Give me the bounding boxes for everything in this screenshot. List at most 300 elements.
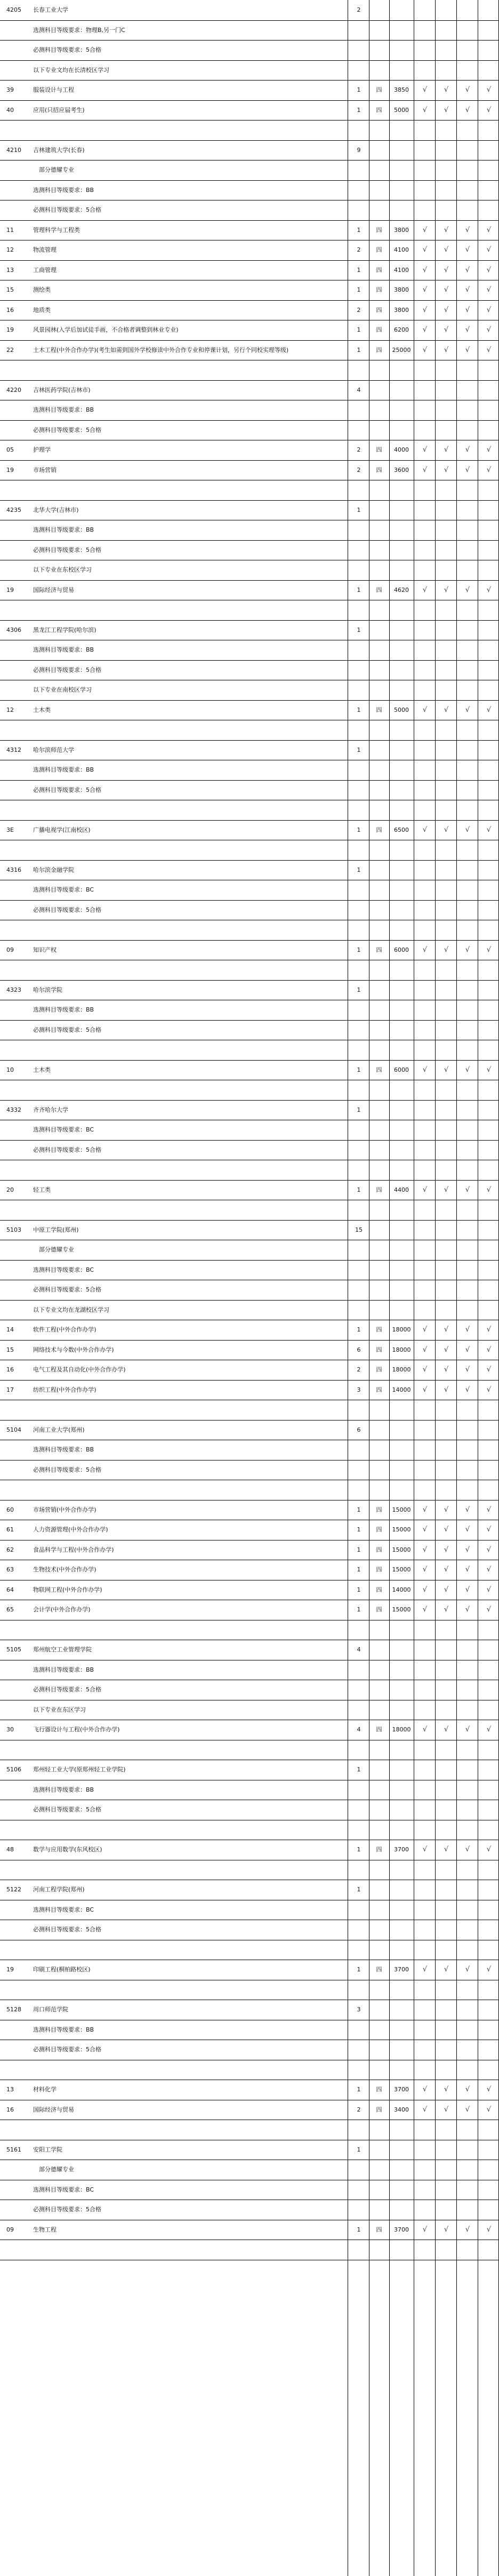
school-name: 河南工程学院(郑州): [33, 1886, 85, 1893]
major-row: [0, 2220, 499, 2240]
column-divider: [389, 0, 390, 2576]
requirement-note: 选测科目等级要求：BB: [33, 766, 94, 773]
check-mark-icon: √: [444, 106, 449, 114]
tuition-fee: 6000: [394, 1066, 409, 1073]
code-cell: 10: [6, 1066, 14, 1073]
check-mark-icon: √: [465, 945, 470, 954]
note-row: [0, 420, 499, 440]
check-mark-icon: √: [486, 1726, 492, 1734]
tuition-fee: 18000: [392, 1726, 411, 1733]
requirement-note: 部分德耀专业: [33, 2166, 74, 2173]
check-mark-icon: √: [465, 1345, 470, 1354]
check-mark-icon: √: [465, 1185, 470, 1194]
major-row: [0, 240, 499, 260]
check-mark-icon: √: [486, 2085, 492, 2093]
plan-count: 1: [357, 2146, 361, 2153]
check-mark-icon: √: [465, 226, 470, 234]
plan-count: 15: [355, 1226, 363, 1233]
major-row: [0, 1540, 499, 1560]
major-row: [0, 1500, 499, 1520]
blank-row: [0, 1200, 499, 1220]
requirement-note: 选测科目等级要求：BB: [33, 1446, 94, 1453]
check-mark-icon: √: [444, 1585, 449, 1594]
major-row: [0, 1340, 499, 1360]
code-cell: 19: [6, 466, 14, 474]
plan-count: 1: [357, 626, 361, 633]
check-mark-icon: √: [422, 346, 428, 354]
major-name: 土木工程(中外合作办学)(考生如需到国外学校修读中外合作专业和停课计划，另行个同校实理等级): [33, 346, 289, 354]
note-row: [0, 680, 499, 700]
major-row: [0, 580, 499, 600]
plan-count: 3: [357, 1386, 361, 1393]
school-row: [0, 0, 499, 20]
plan-count: 1: [357, 2226, 361, 2233]
major-row: [0, 340, 499, 360]
code-cell: 13: [6, 266, 14, 274]
check-mark-icon: √: [486, 226, 492, 234]
school-name: 哈尔滨学院: [33, 986, 62, 993]
code-cell: 4316: [6, 866, 21, 873]
plan-count: 2: [357, 446, 361, 453]
major-name: 飞行器设计与工程(中外合作办学): [33, 1726, 120, 1733]
tuition-fee: 5000: [394, 706, 409, 713]
major-name: 知识产权: [33, 946, 57, 953]
check-mark-icon: √: [444, 585, 449, 594]
note-row: [0, 160, 499, 180]
check-mark-icon: √: [465, 1526, 470, 1534]
blank-row: [0, 1620, 499, 1640]
check-mark-icon: √: [465, 266, 470, 274]
note-row: [0, 1260, 499, 1280]
study-length: 四: [376, 1606, 382, 1613]
major-name: 国际经济与贸易: [33, 2106, 74, 2113]
school-name: 中原工学院(郑州): [33, 1226, 79, 1233]
check-mark-icon: √: [486, 306, 492, 314]
check-mark-icon: √: [465, 2105, 470, 2114]
study-length: 四: [376, 2226, 382, 2233]
plan-count: 1: [357, 2086, 361, 2093]
check-mark-icon: √: [486, 346, 492, 354]
note-row: [0, 900, 499, 920]
check-mark-icon: √: [444, 1326, 449, 1334]
check-mark-icon: √: [422, 2225, 428, 2234]
plan-count: 6: [357, 1426, 361, 1433]
requirement-note: 以下专业文均在龙湖校区学习: [33, 1306, 109, 1313]
check-mark-icon: √: [444, 1606, 449, 1614]
study-length: 四: [376, 286, 382, 293]
study-length: 四: [376, 246, 382, 253]
school-name: 长春工业大学: [33, 6, 68, 13]
check-mark-icon: √: [422, 446, 428, 454]
check-mark-icon: √: [465, 2085, 470, 2093]
check-mark-icon: √: [444, 346, 449, 354]
check-mark-icon: √: [486, 2225, 492, 2234]
major-row: [0, 80, 499, 100]
major-name: 网络技术与今数(中外合作办学): [33, 1346, 114, 1353]
plan-count: 1: [357, 1586, 361, 1593]
major-name: 土木类: [33, 706, 51, 713]
requirement-note: 选测科目等级要求：物理B,另一门C: [33, 26, 125, 34]
major-name: 纺织工程(中外合作办学): [33, 1386, 96, 1393]
study-length: 四: [376, 1346, 382, 1353]
check-mark-icon: √: [486, 1505, 492, 1514]
study-length: 四: [376, 1846, 382, 1853]
major-name: 市场营销: [33, 466, 57, 474]
check-mark-icon: √: [465, 1726, 470, 1734]
check-mark-icon: √: [444, 1345, 449, 1354]
major-name: 轻工类: [33, 1186, 51, 1193]
check-mark-icon: √: [486, 446, 492, 454]
study-length: 四: [376, 466, 382, 474]
code-cell: 62: [6, 1546, 14, 1553]
study-length: 四: [376, 446, 382, 453]
check-mark-icon: √: [422, 705, 428, 714]
requirement-note: 选测科目等级要求：BC: [33, 1126, 94, 1133]
note-row: [0, 1920, 499, 1940]
code-cell: 15: [6, 286, 14, 293]
check-mark-icon: √: [422, 1505, 428, 1514]
code-cell: 5104: [6, 1426, 21, 1433]
requirement-note: 部分德耀专业: [33, 1246, 74, 1253]
plan-count: 1: [357, 826, 361, 833]
plan-count: 2: [357, 6, 361, 13]
check-mark-icon: √: [444, 2085, 449, 2093]
major-name: 土木类: [33, 1066, 51, 1073]
requirement-note: 必测科目等级要求：5合格: [33, 1286, 101, 1293]
major-name: 应用(只招应届考生): [33, 106, 85, 114]
check-mark-icon: √: [422, 326, 428, 334]
tuition-fee: 4100: [394, 266, 409, 274]
requirement-note: 选测科目等级要求：BB: [33, 526, 94, 533]
check-mark-icon: √: [486, 106, 492, 114]
column-divider: [456, 0, 457, 2576]
blank-row: [0, 1480, 499, 1500]
check-mark-icon: √: [444, 2225, 449, 2234]
note-row: [0, 540, 499, 560]
study-length: 四: [376, 586, 382, 593]
note-row: [0, 200, 499, 220]
plan-count: 1: [357, 266, 361, 274]
check-mark-icon: √: [422, 466, 428, 474]
note-row: [0, 1660, 499, 1680]
study-length: 四: [376, 1326, 382, 1333]
blank-row: [0, 480, 499, 500]
study-length: 四: [376, 1506, 382, 1513]
code-cell: 61: [6, 1526, 14, 1533]
major-row: [0, 1360, 499, 1380]
code-cell: 3E: [6, 826, 14, 833]
check-mark-icon: √: [465, 585, 470, 594]
tuition-fee: 15000: [392, 1606, 411, 1613]
check-mark-icon: √: [422, 1366, 428, 1374]
plan-count: 1: [357, 866, 361, 873]
blank-row: [0, 1080, 499, 1100]
plan-count: 1: [357, 1546, 361, 1553]
blank-row: [0, 600, 499, 620]
note-row: [0, 1020, 499, 1040]
plan-count: 2: [357, 1366, 361, 1373]
tuition-fee: 4000: [394, 446, 409, 453]
blank-row: [0, 1040, 499, 1060]
school-row: [0, 860, 499, 880]
code-cell: 09: [6, 2226, 14, 2233]
requirement-note: 以下专业在东校区学习: [33, 566, 92, 573]
note-row: [0, 180, 499, 200]
code-cell: 19: [6, 326, 14, 333]
school-name: 哈尔滨师范大学: [33, 746, 74, 753]
tuition-fee: 3700: [394, 2226, 409, 2233]
blank-row: [0, 920, 499, 940]
major-row: [0, 1840, 499, 1860]
plan-count: 1: [357, 506, 361, 513]
check-mark-icon: √: [422, 585, 428, 594]
note-row: [0, 1780, 499, 1800]
check-mark-icon: √: [486, 585, 492, 594]
study-length: 四: [376, 706, 382, 713]
study-length: 四: [376, 346, 382, 354]
major-name: 工商管理: [33, 266, 57, 274]
code-cell: 4220: [6, 386, 21, 394]
check-mark-icon: √: [486, 466, 492, 474]
check-mark-icon: √: [486, 1366, 492, 1374]
requirement-note: 选测科目等级要求：BB: [33, 186, 94, 194]
note-row: [0, 1900, 499, 1920]
study-length: 四: [376, 1386, 382, 1393]
note-row: [0, 880, 499, 900]
plan-count: 1: [357, 1766, 361, 1773]
check-mark-icon: √: [444, 1065, 449, 1074]
tuition-fee: 3400: [394, 2106, 409, 2113]
code-cell: 13: [6, 2086, 14, 2093]
requirement-note: 选测科目等级要求：BC: [33, 886, 94, 893]
tuition-fee: 25000: [392, 346, 411, 354]
tuition-fee: 3700: [394, 2086, 409, 2093]
major-row: [0, 460, 499, 480]
check-mark-icon: √: [444, 1185, 449, 1194]
code-cell: 63: [6, 1566, 14, 1573]
study-length: 四: [376, 1366, 382, 1373]
check-mark-icon: √: [422, 1726, 428, 1734]
plan-count: 1: [357, 286, 361, 293]
requirement-note: 必测科目等级要求：5合格: [33, 2206, 101, 2213]
check-mark-icon: √: [465, 286, 470, 294]
plan-count: 2: [357, 246, 361, 253]
school-row: [0, 2000, 499, 2020]
check-mark-icon: √: [465, 466, 470, 474]
code-cell: 4332: [6, 1106, 21, 1113]
note-row: [0, 20, 499, 41]
study-length: 四: [376, 1186, 382, 1193]
check-mark-icon: √: [486, 266, 492, 274]
major-row: [0, 700, 499, 720]
major-name: 风景园林(入学后加试徒手画，不合格者调整到林业专业): [33, 326, 179, 333]
tuition-fee: 3700: [394, 1846, 409, 1853]
blank-row: [0, 1400, 499, 1420]
plan-count: 1: [357, 1186, 361, 1193]
requirement-note: 必测科目等级要求：5合格: [33, 666, 101, 673]
check-mark-icon: √: [486, 1585, 492, 1594]
tuition-fee: 15000: [392, 1526, 411, 1533]
major-row: [0, 1720, 499, 1740]
tuition-fee: 18000: [392, 1346, 411, 1353]
major-row: [0, 1180, 499, 1200]
code-cell: 16: [6, 2106, 14, 2113]
check-mark-icon: √: [444, 446, 449, 454]
major-name: 测绘类: [33, 286, 51, 293]
code-cell: 65: [6, 1606, 14, 1613]
plan-count: 2: [357, 306, 361, 314]
check-mark-icon: √: [422, 1965, 428, 1973]
check-mark-icon: √: [444, 246, 449, 254]
code-cell: 4235: [6, 506, 21, 513]
tuition-fee: 5000: [394, 106, 409, 114]
requirement-note: 选测科目等级要求：BB: [33, 406, 94, 413]
check-mark-icon: √: [444, 1965, 449, 1973]
plan-count: 4: [357, 1646, 361, 1653]
school-row: [0, 2140, 499, 2160]
check-mark-icon: √: [486, 1385, 492, 1394]
plan-count: 1: [357, 86, 361, 93]
code-cell: 14: [6, 1326, 14, 1333]
requirement-note: 选测科目等级要求：BB: [33, 646, 94, 653]
major-row: [0, 940, 499, 960]
requirement-note: 必测科目等级要求：5合格: [33, 1806, 101, 1813]
code-cell: 4205: [6, 6, 21, 13]
check-mark-icon: √: [486, 1545, 492, 1554]
blank-row: [0, 800, 499, 820]
code-cell: 12: [6, 246, 14, 253]
code-cell: 60: [6, 1506, 14, 1513]
major-name: 食品科学与工程(中外合作办学): [33, 1546, 114, 1553]
note-row: [0, 1140, 499, 1160]
tuition-fee: 6000: [394, 946, 409, 953]
tuition-fee: 4400: [394, 1186, 409, 1193]
code-cell: 17: [6, 1386, 14, 1393]
tuition-fee: 3850: [394, 86, 409, 93]
major-name: 护理学: [33, 446, 51, 453]
code-cell: 30: [6, 1726, 14, 1733]
school-row: [0, 1220, 499, 1240]
check-mark-icon: √: [465, 1965, 470, 1973]
check-mark-icon: √: [465, 86, 470, 94]
school-row: [0, 1760, 499, 1780]
major-name: 服装设计与工程: [33, 86, 74, 93]
check-mark-icon: √: [422, 246, 428, 254]
major-name: 生物工程: [33, 2226, 57, 2233]
check-mark-icon: √: [465, 1585, 470, 1594]
major-name: 人力资源管理(中外合作办学): [33, 1526, 108, 1533]
study-length: 四: [376, 2086, 382, 2093]
check-mark-icon: √: [465, 326, 470, 334]
check-mark-icon: √: [444, 1845, 449, 1853]
requirement-note: 以下专业文均在长清校区学习: [33, 66, 109, 74]
plan-count: 1: [357, 1606, 361, 1613]
school-name: 吉林建筑大学(长春): [33, 146, 85, 154]
study-length: 四: [376, 106, 382, 114]
check-mark-icon: √: [486, 1566, 492, 1574]
major-name: 电气工程及其自动化(中外合作办学): [33, 1366, 126, 1373]
check-mark-icon: √: [486, 1606, 492, 1614]
code-cell: 12: [6, 706, 14, 713]
school-name: 吉林医药学院(吉林市): [33, 386, 91, 394]
check-mark-icon: √: [465, 2225, 470, 2234]
check-mark-icon: √: [422, 286, 428, 294]
school-row: [0, 140, 499, 161]
tuition-fee: 3800: [394, 306, 409, 314]
blank-row: [0, 2240, 499, 2260]
plan-count: 9: [357, 146, 361, 154]
requirement-note: 必测科目等级要求：5合格: [33, 2046, 101, 2053]
school-row: [0, 740, 499, 760]
plan-count: 1: [357, 1526, 361, 1533]
note-row: [0, 2180, 499, 2200]
major-row: [0, 1600, 499, 1620]
check-mark-icon: √: [465, 1845, 470, 1853]
code-cell: 16: [6, 1366, 14, 1373]
major-row: [0, 2080, 499, 2100]
check-mark-icon: √: [465, 346, 470, 354]
blank-row: [0, 840, 499, 860]
requirement-note: 选测科目等级要求：BB: [33, 1006, 94, 1013]
blank-row: [0, 1940, 499, 1960]
plan-count: 1: [357, 1966, 361, 1973]
requirement-note: 必测科目等级要求：5合格: [33, 426, 101, 434]
study-length: 四: [376, 266, 382, 274]
school-row: [0, 980, 499, 1000]
plan-count: 4: [357, 386, 361, 394]
note-row: [0, 640, 499, 660]
major-row: [0, 440, 499, 460]
code-cell: 05: [6, 446, 14, 453]
blank-row: [0, 1980, 499, 2000]
requirement-note: 必测科目等级要求：5合格: [33, 1146, 101, 1153]
check-mark-icon: √: [422, 2085, 428, 2093]
plan-count: 1: [357, 1066, 361, 1073]
code-cell: 4323: [6, 986, 21, 993]
check-mark-icon: √: [422, 266, 428, 274]
study-length: 四: [376, 226, 382, 234]
major-row: [0, 260, 499, 280]
major-name: 材料化学: [33, 2086, 57, 2093]
check-mark-icon: √: [422, 1345, 428, 1354]
requirement-note: 部分德耀专业: [33, 166, 74, 173]
requirement-note: 必测科目等级要求：5合格: [33, 1466, 101, 1473]
study-length: 四: [376, 1966, 382, 1973]
plan-count: 1: [357, 226, 361, 234]
plan-count: 1: [357, 986, 361, 993]
note-row: [0, 760, 499, 780]
major-row: [0, 280, 499, 300]
blank-row: [0, 360, 499, 380]
note-row: [0, 1280, 499, 1300]
study-length: 四: [376, 1726, 382, 1733]
major-name: 生物技术(中外合作办学): [33, 1566, 96, 1573]
plan-count: 1: [357, 1326, 361, 1333]
requirement-note: 必测科目等级要求：5合格: [33, 546, 101, 553]
plan-count: 1: [357, 106, 361, 114]
check-mark-icon: √: [444, 326, 449, 334]
check-mark-icon: √: [486, 705, 492, 714]
major-name: 印刷工程(桐柏路校区): [33, 1966, 91, 1973]
check-mark-icon: √: [486, 86, 492, 94]
check-mark-icon: √: [465, 1366, 470, 1374]
check-mark-icon: √: [465, 1385, 470, 1394]
blank-row: [0, 1820, 499, 1840]
check-mark-icon: √: [465, 1065, 470, 1074]
school-row: [0, 380, 499, 400]
study-length: 四: [376, 326, 382, 333]
check-mark-icon: √: [486, 246, 492, 254]
